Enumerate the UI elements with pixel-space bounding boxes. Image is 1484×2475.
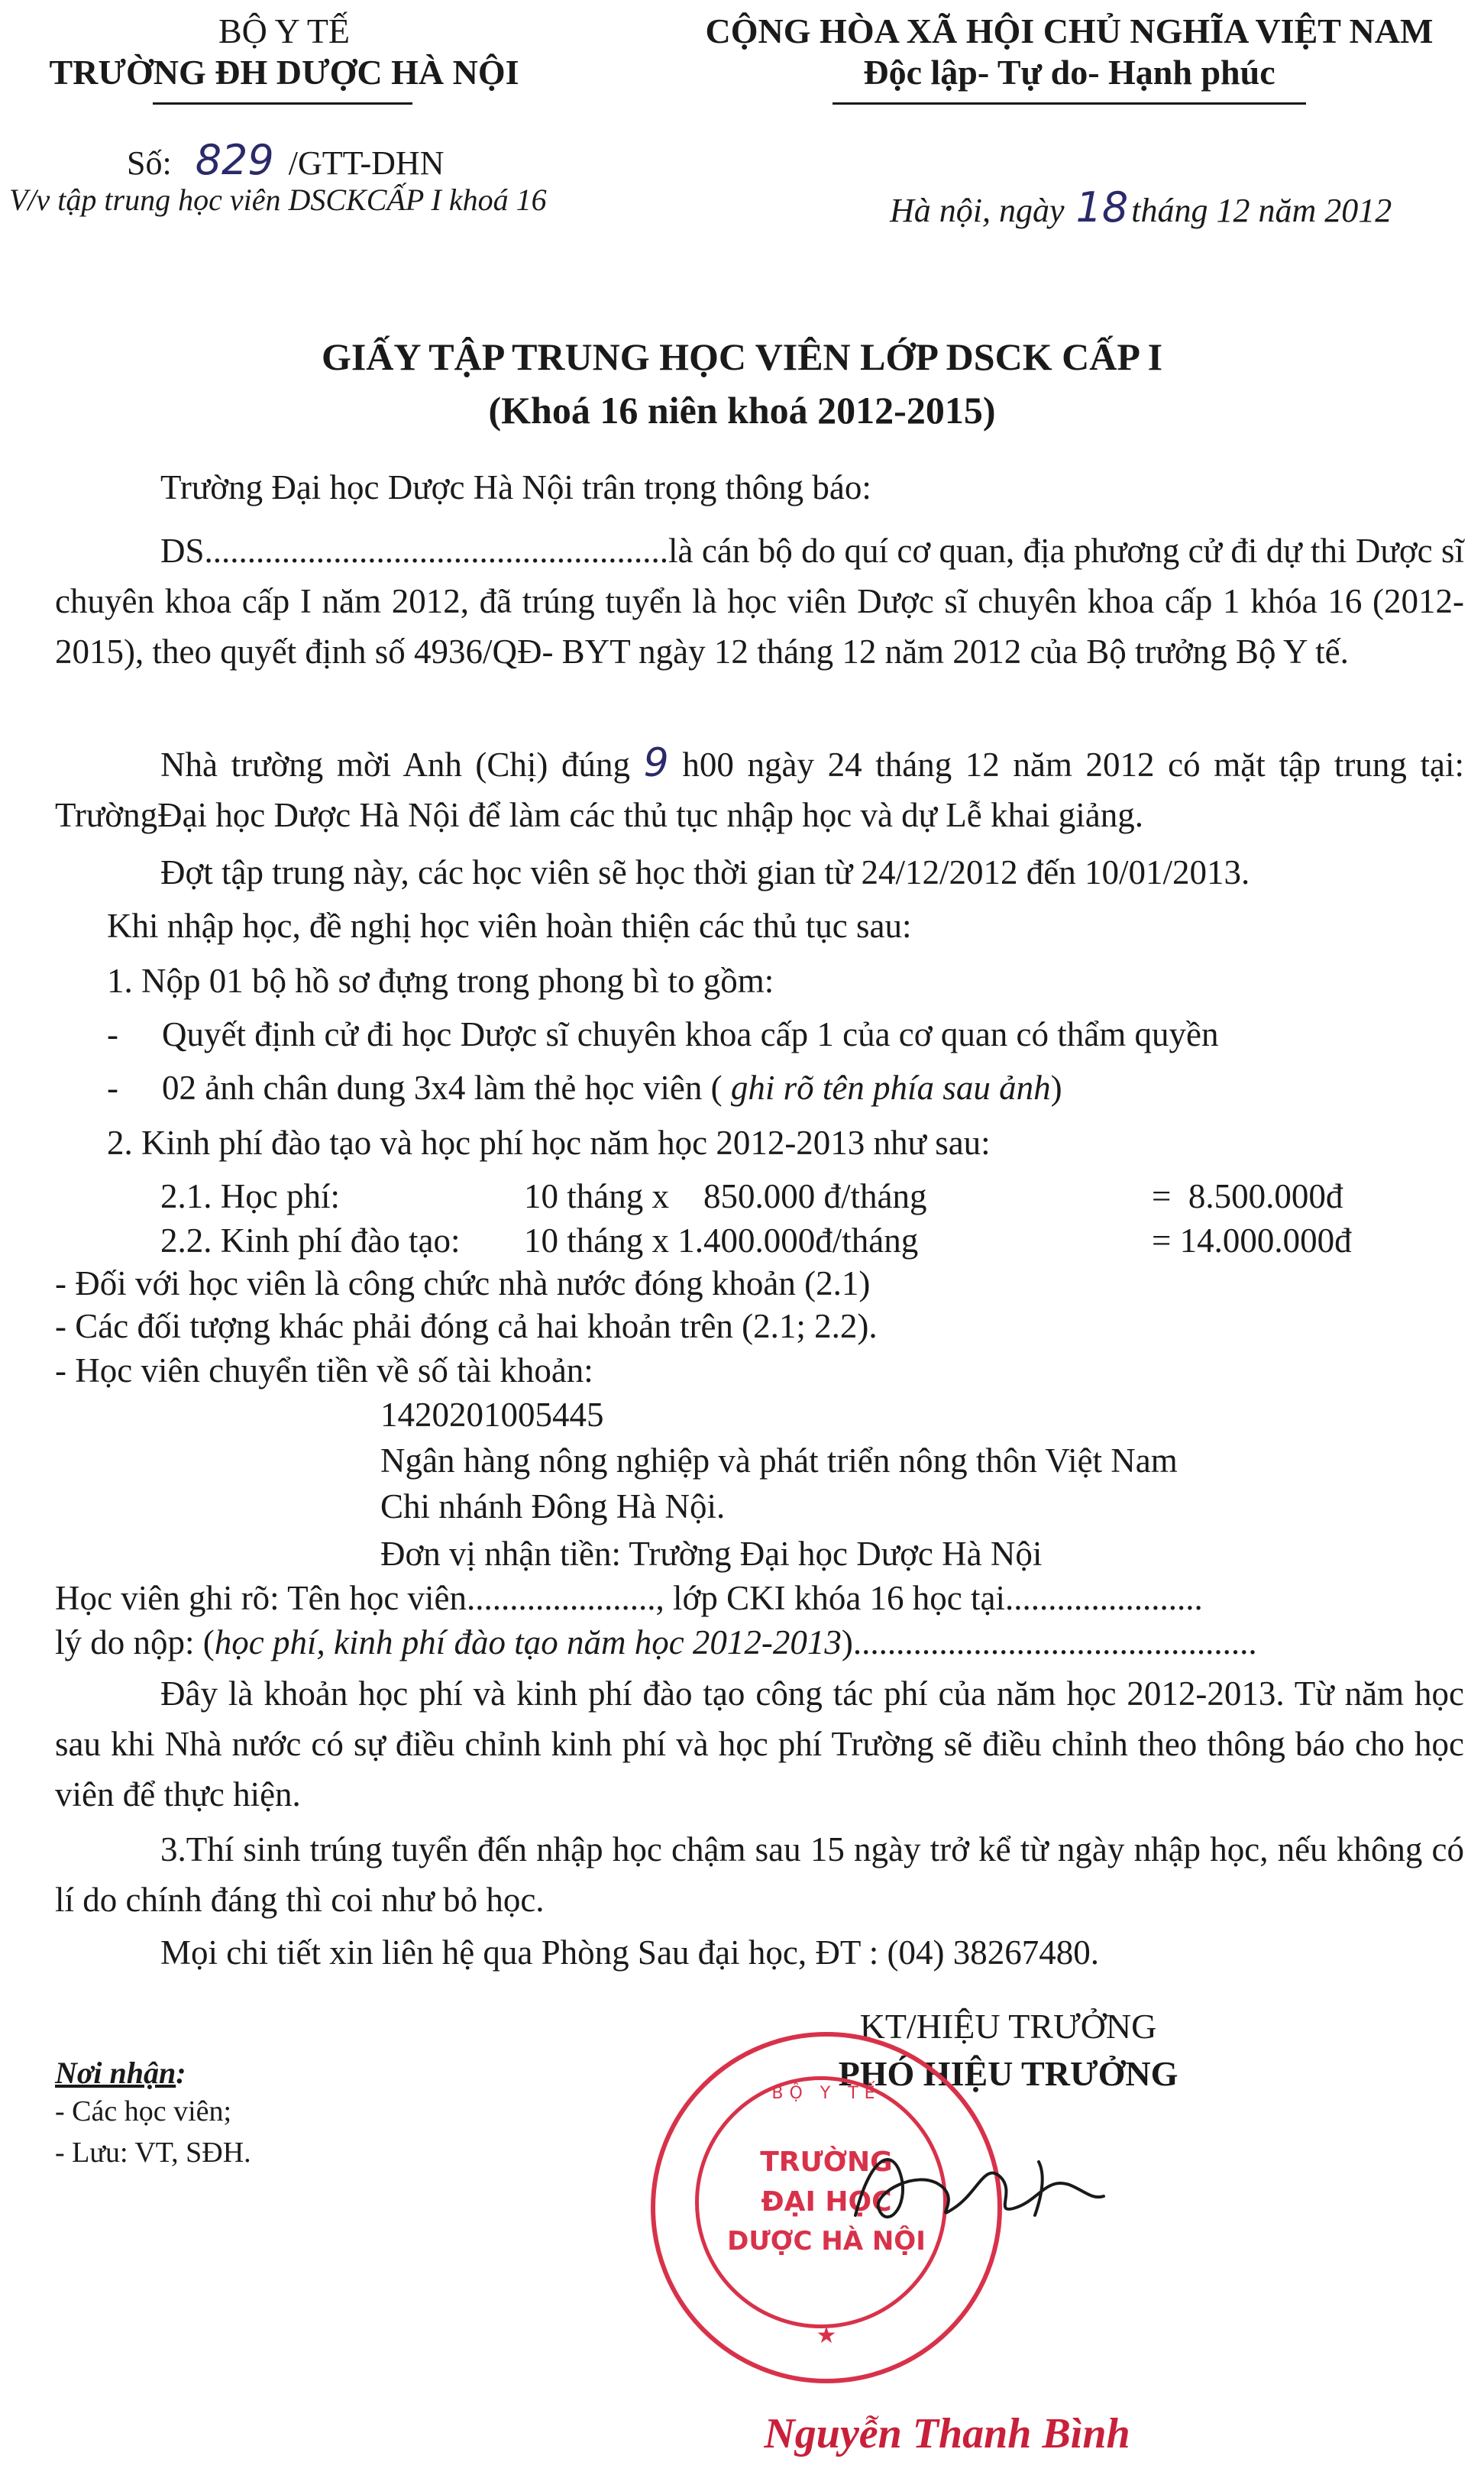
- fee-2-total: = 14.000.000đ: [1152, 1221, 1352, 1260]
- date-suffix: tháng 12 năm 2012: [1131, 192, 1392, 229]
- bullet-mark: -: [107, 1069, 118, 1107]
- recipient-2: - Lưu: VT, SĐH.: [55, 2137, 251, 2169]
- ds-blank: ......................................................: [204, 532, 669, 570]
- recipients-colon: :: [176, 2056, 186, 2090]
- invite-paragraph: [55, 738, 1464, 840]
- fee-note-paragraph: Đây là khoản học phí và kinh phí đào tạo công tác phí của năm học 2012-2013. Từ năm học sau khi Nhà nước có sự điều chỉnh kinh phí và học phí Trường sẽ điều chỉnh theo thông báo cho học viên để thực hiện.: [55, 1674, 1464, 1813]
- motto-underline: [833, 102, 1306, 105]
- note-2: - Các đối tượng khác phải đóng cả hai khoản trên (2.1; 2.2).: [55, 1307, 878, 1345]
- nation-name: CỘNG HÒA XÃ HỘI CHỦ NGHĨA VIỆT NAM: [705, 11, 1434, 50]
- signer-role-2: PHÓ HIỆU TRƯỞNG: [838, 2054, 1178, 2093]
- intro-line: Trường Đại học Dược Hà Nội trân trọng thông báo:: [160, 468, 871, 506]
- stamp-star-icon: ★: [816, 2323, 837, 2348]
- school-underline: [153, 102, 412, 105]
- item-1b: [162, 1068, 1062, 1108]
- remark-2-suffix: )...............................................: [841, 1623, 1257, 1661]
- signer-role-1: KT/HIỆU TRƯỞNG: [859, 2007, 1157, 2046]
- fee-1-total: = 8.500.000đ: [1152, 1177, 1343, 1215]
- invite-suffix: h00 ngày 24 tháng 12 năm 2012 có mặt tập trung tại: TrườngĐại học Dược Hà Nội để làm các thủ tục nhập học và dự Lễ khai giảng.: [55, 746, 1465, 834]
- item-2: 2. Kinh phí đào tạo và học phí học năm học 2012-2013 như sau:: [107, 1124, 991, 1162]
- number-suffix: /GTT-DHN: [288, 144, 445, 182]
- stamp-ring-text: BỘ Y TẾ: [771, 2084, 881, 2103]
- nation-motto: Độc lập- Tự do- Hạnh phúc: [863, 53, 1275, 92]
- ds-prefix: DS: [160, 532, 205, 570]
- account-number: 1420201005445: [380, 1396, 604, 1434]
- ds-paragraph: [55, 526, 1464, 677]
- bank-branch: Chi nhánh Đông Hà Nội.: [380, 1487, 726, 1525]
- beneficiary: Đơn vị nhận tiền: Trường Đại học Dược Hà Nội: [380, 1535, 1043, 1573]
- document-number: [127, 136, 444, 184]
- ds-text: là cán bộ do quí cơ quan, địa phương cử đi dự thi Dược sĩ chuyên khoa cấp I năm 2012, đã trúng tuyển là học viên Dược sĩ chuyên khoa cấp 1 khóa 16 (2012-2015), theo quyết định số 4936/QĐ- BYT ngày 12 tháng 12 năm 2012 của Bộ trưởng Bộ Y tế.: [55, 532, 1464, 671]
- signature-scribble: [840, 2131, 1115, 2246]
- fee-2-calc: 10 tháng x 1.400.000đ/tháng: [524, 1221, 919, 1260]
- ministry-name: BỘ Y TẾ: [218, 11, 351, 50]
- document-title: GIẤY TẬP TRUNG HỌC VIÊN LỚP DSCK CẤP I: [321, 335, 1163, 378]
- remark-2-prefix: lý do nộp: (: [55, 1623, 215, 1661]
- stamp-line-3: DƯỢC HÀ NỘI: [727, 2226, 926, 2257]
- note-3: - Học viên chuyển tiền về số tài khoản:: [55, 1351, 593, 1390]
- document-subject: V/v tập trung học viên DSCKCẤP I khoá 16: [9, 183, 547, 217]
- number-handwritten: 829: [195, 136, 274, 184]
- fee-1-label: 2.1. Học phí:: [160, 1177, 340, 1215]
- date-prefix: Hà nội, ngày: [890, 192, 1065, 229]
- school-name: TRƯỜNG ĐH DƯỢC HÀ NỘI: [49, 53, 519, 92]
- fee-1-calc: 10 tháng x 850.000 đ/tháng: [524, 1177, 927, 1215]
- recipients-heading: [55, 2055, 186, 2091]
- stamp-line-1: TRƯỜNG: [760, 2147, 893, 2178]
- date-day-handwritten: 18: [1075, 183, 1129, 231]
- fee-2-label: 2.2. Kinh phí đào tạo:: [160, 1221, 461, 1260]
- bullet-mark: -: [107, 1015, 118, 1053]
- number-label: Số:: [127, 144, 172, 182]
- item-1b-italic: ghi rõ tên phía sau ảnh: [730, 1069, 1051, 1107]
- item-3-paragraph: 3.Thí sinh trúng tuyển đến nhập học chậm sau 15 ngày trở kể từ ngày nhập học, nếu không có lí do chính đáng thì coi như bỏ học.: [55, 1830, 1464, 1919]
- item-1: 1. Nộp 01 bộ hồ sơ đựng trong phong bì to gồm:: [107, 962, 774, 1000]
- study-period: Đợt tập trung này, các học viên sẽ học thời gian từ 24/12/2012 đến 10/01/2013.: [160, 853, 1250, 891]
- item-1a: Quyết định cử đi học Dược sĩ chuyên khoa cấp 1 của cơ quan có thẩm quyền: [162, 1015, 1219, 1053]
- document-date: [890, 183, 1392, 231]
- recipients-label: Nơi nhận: [55, 2056, 176, 2090]
- signer-name: Nguyễn Thanh Bình: [764, 2410, 1130, 2457]
- remark-line-1: Học viên ghi rõ: Tên học viên......................, lớp CKI khóa 16 học tại.......................: [55, 1579, 1203, 1617]
- contact-line: Mọi chi tiết xin liên hệ qua Phòng Sau đại học, ĐT : (04) 38267480.: [160, 1933, 1100, 1972]
- stamp-line-2: ĐẠI HỌC: [761, 2186, 892, 2218]
- item-1b-prefix: 02 ảnh chân dung 3x4 làm thẻ học viên (: [162, 1069, 723, 1107]
- item-1b-suffix: ): [1050, 1069, 1062, 1107]
- note-1: - Đối với học viên là công chức nhà nước đóng khoản (2.1): [55, 1264, 871, 1302]
- document-subtitle: (Khoá 16 niên khoá 2012-2015): [488, 389, 996, 432]
- bank-name: Ngân hàng nông nghiệp và phát triển nông thôn Việt Nam: [380, 1441, 1178, 1480]
- recipient-1: - Các học viên;: [55, 2095, 232, 2127]
- remark-line-2: [55, 1622, 1257, 1662]
- procedures-intro: Khi nhập học, đề nghị học viên hoàn thiện các thủ tục sau:: [107, 907, 912, 945]
- remark-2-italic: học phí, kinh phí đào tạo năm học 2012-2013: [214, 1623, 842, 1661]
- invite-hour-handwritten: 9: [643, 740, 669, 786]
- invite-prefix: Nhà trường mời Anh (Chị) đúng: [160, 746, 631, 784]
